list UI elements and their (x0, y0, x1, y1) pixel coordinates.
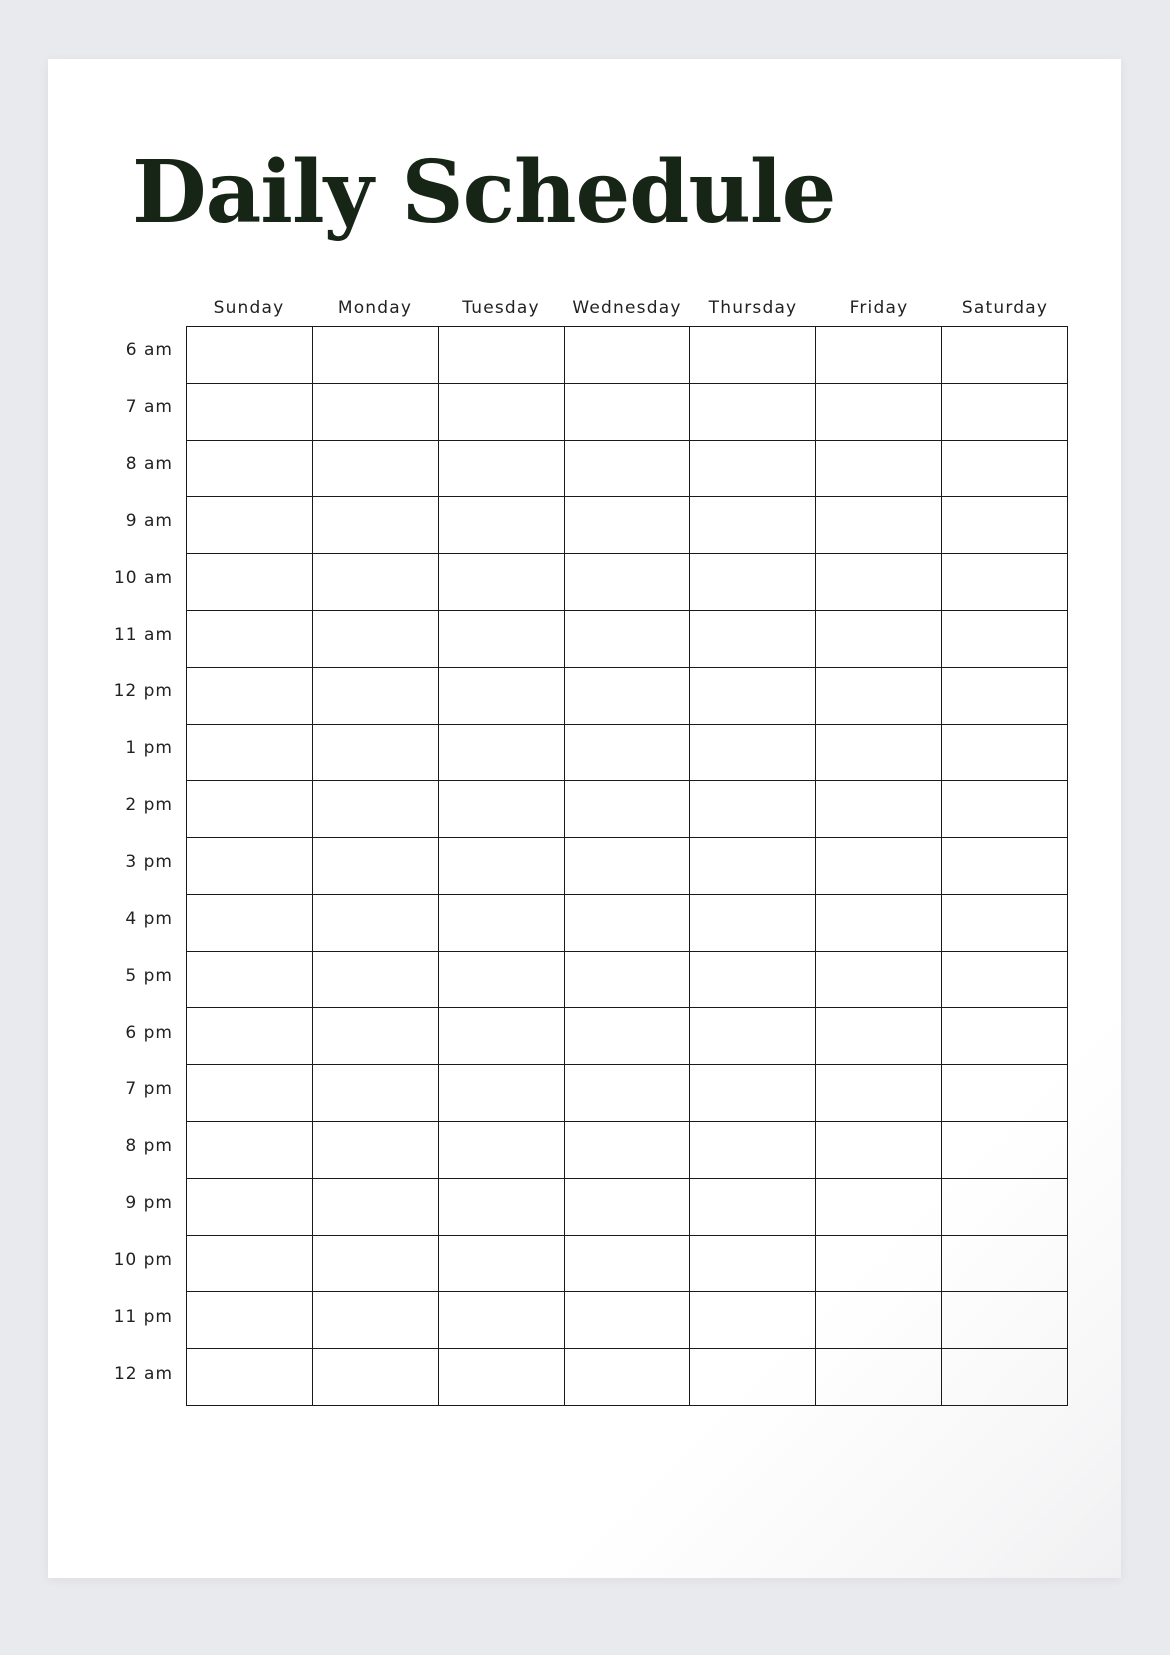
schedule-cell[interactable] (187, 554, 313, 611)
schedule-cell[interactable] (565, 1292, 691, 1349)
schedule-grid (186, 326, 1068, 1406)
schedule-cell[interactable] (187, 327, 313, 384)
day-header-thursday: Thursday (708, 298, 798, 318)
schedule-cell[interactable] (690, 1349, 816, 1406)
schedule-cell[interactable] (942, 384, 1068, 441)
schedule-cell[interactable] (187, 1179, 313, 1236)
schedule-cell[interactable] (816, 611, 942, 668)
schedule-cell[interactable] (187, 1292, 313, 1349)
schedule-cell[interactable] (187, 611, 313, 668)
schedule-cell[interactable] (816, 497, 942, 554)
schedule-cell[interactable] (690, 781, 816, 838)
schedule-cell[interactable] (439, 554, 565, 611)
schedule-cell[interactable] (942, 668, 1068, 725)
schedule-cell[interactable] (690, 1179, 816, 1236)
schedule-cell[interactable] (439, 1008, 565, 1065)
schedule-cell[interactable] (942, 781, 1068, 838)
schedule-cell[interactable] (565, 327, 691, 384)
schedule-cell[interactable] (313, 611, 439, 668)
schedule-cell[interactable] (690, 1122, 816, 1179)
schedule-cell[interactable] (816, 668, 942, 725)
schedule-cell[interactable] (690, 1292, 816, 1349)
schedule-cell[interactable] (439, 327, 565, 384)
schedule-cell[interactable] (816, 1122, 942, 1179)
schedule-cell[interactable] (313, 497, 439, 554)
schedule-cell[interactable] (942, 1292, 1068, 1349)
schedule-cell[interactable] (690, 441, 816, 498)
schedule-cell[interactable] (816, 327, 942, 384)
schedule-cell[interactable] (942, 327, 1068, 384)
schedule-cell[interactable] (187, 895, 313, 952)
schedule-cell[interactable] (690, 611, 816, 668)
schedule-cell[interactable] (816, 1292, 942, 1349)
schedule-cell[interactable] (187, 668, 313, 725)
schedule-cell[interactable] (565, 1008, 691, 1065)
schedule-cell[interactable] (313, 1065, 439, 1122)
schedule-cell[interactable] (565, 895, 691, 952)
day-header-sunday: Sunday (213, 298, 285, 318)
schedule-cell[interactable] (439, 1122, 565, 1179)
schedule-cell[interactable] (565, 497, 691, 554)
time-label: 12 am (113, 1363, 173, 1384)
schedule-cell[interactable] (187, 1008, 313, 1065)
schedule-cell[interactable] (816, 1179, 942, 1236)
schedule-cell[interactable] (816, 1065, 942, 1122)
time-label: 10 am (113, 567, 173, 588)
schedule-cell[interactable] (439, 611, 565, 668)
schedule-cell[interactable] (439, 1236, 565, 1293)
schedule-cell[interactable] (187, 384, 313, 441)
schedule-cell[interactable] (439, 497, 565, 554)
schedule-cell[interactable] (816, 1236, 942, 1293)
day-header-wednesday: Wednesday (572, 298, 682, 318)
time-label: 8 pm (125, 1136, 173, 1157)
schedule-cell[interactable] (816, 838, 942, 895)
schedule-cell[interactable] (187, 441, 313, 498)
schedule-cell[interactable] (313, 1179, 439, 1236)
schedule-cell[interactable] (439, 1349, 565, 1406)
schedule-cell[interactable] (942, 1008, 1068, 1065)
schedule-cell[interactable] (942, 554, 1068, 611)
time-label: 2 pm (125, 795, 173, 816)
schedule-cell[interactable] (690, 554, 816, 611)
schedule-cell[interactable] (187, 1236, 313, 1293)
schedule-cell[interactable] (313, 895, 439, 952)
schedule-cell[interactable] (313, 781, 439, 838)
schedule-cell[interactable] (565, 1122, 691, 1179)
schedule-cell[interactable] (439, 781, 565, 838)
schedule-cell[interactable] (187, 1065, 313, 1122)
schedule-cell[interactable] (313, 668, 439, 725)
schedule-cell[interactable] (565, 1065, 691, 1122)
schedule-cell[interactable] (439, 895, 565, 952)
time-label: 4 pm (125, 908, 173, 929)
time-label: 6 pm (125, 1022, 173, 1043)
schedule-cell[interactable] (816, 781, 942, 838)
time-label: 11 am (113, 624, 173, 645)
schedule-cell[interactable] (565, 952, 691, 1009)
schedule-cell[interactable] (313, 1236, 439, 1293)
schedule-cell[interactable] (816, 384, 942, 441)
time-label: 1 pm (125, 738, 173, 759)
time-label: 7 am (125, 397, 173, 418)
schedule-cell[interactable] (690, 668, 816, 725)
schedule-cell[interactable] (439, 384, 565, 441)
schedule-cell[interactable] (942, 1065, 1068, 1122)
schedule-cell[interactable] (565, 1179, 691, 1236)
schedule-cell[interactable] (565, 781, 691, 838)
schedule-cell[interactable] (690, 952, 816, 1009)
schedule-cell[interactable] (565, 1236, 691, 1293)
schedule-cell[interactable] (816, 554, 942, 611)
time-label: 9 pm (125, 1193, 173, 1214)
schedule-cell[interactable] (313, 441, 439, 498)
schedule-cell[interactable] (816, 895, 942, 952)
schedule-cell[interactable] (942, 725, 1068, 782)
schedule-cell[interactable] (565, 1349, 691, 1406)
day-header-friday: Friday (849, 298, 909, 318)
schedule-cell[interactable] (439, 1179, 565, 1236)
schedule-cell[interactable] (439, 668, 565, 725)
schedule-cell[interactable] (690, 327, 816, 384)
schedule-cell[interactable] (313, 725, 439, 782)
day-header-saturday: Saturday (961, 298, 1049, 318)
schedule-cell[interactable] (942, 1179, 1068, 1236)
time-label: 11 pm (113, 1306, 173, 1327)
schedule-cell[interactable] (942, 1122, 1068, 1179)
schedule-cell[interactable] (187, 952, 313, 1009)
time-label: 10 pm (113, 1249, 173, 1270)
schedule-cell[interactable] (313, 554, 439, 611)
day-header-tuesday: Tuesday (462, 298, 540, 318)
schedule-cell[interactable] (187, 725, 313, 782)
schedule-cell[interactable] (565, 441, 691, 498)
schedule-cell[interactable] (565, 668, 691, 725)
schedule-cell[interactable] (439, 1065, 565, 1122)
time-label: 6 am (125, 340, 173, 361)
schedule-cell[interactable] (187, 1122, 313, 1179)
schedule-cell[interactable] (942, 1349, 1068, 1406)
schedule-cell[interactable] (690, 384, 816, 441)
schedule-cell[interactable] (816, 725, 942, 782)
schedule-cell[interactable] (942, 895, 1068, 952)
schedule-cell[interactable] (690, 1065, 816, 1122)
schedule-cell[interactable] (439, 1292, 565, 1349)
schedule-cell[interactable] (690, 1008, 816, 1065)
schedule-cell[interactable] (187, 497, 313, 554)
schedule-cell[interactable] (439, 441, 565, 498)
schedule-cell[interactable] (942, 441, 1068, 498)
schedule-cell[interactable] (942, 611, 1068, 668)
schedule-cell[interactable] (439, 838, 565, 895)
schedule-cell[interactable] (565, 554, 691, 611)
schedule-cell[interactable] (565, 611, 691, 668)
schedule-cell[interactable] (816, 1349, 942, 1406)
schedule-cell[interactable] (313, 327, 439, 384)
schedule-cell[interactable] (816, 952, 942, 1009)
schedule-cell[interactable] (565, 384, 691, 441)
schedule-cell[interactable] (942, 1236, 1068, 1293)
time-label: 5 pm (125, 965, 173, 986)
schedule-cell[interactable] (439, 725, 565, 782)
schedule-cell[interactable] (313, 952, 439, 1009)
schedule-cell[interactable] (313, 1122, 439, 1179)
schedule-cell[interactable] (816, 441, 942, 498)
time-label: 3 pm (125, 851, 173, 872)
schedule-cell[interactable] (565, 725, 691, 782)
schedule-cell[interactable] (187, 781, 313, 838)
schedule-cell[interactable] (942, 838, 1068, 895)
day-header-monday: Monday (337, 298, 413, 318)
schedule-cell[interactable] (565, 838, 691, 895)
schedule-cell[interactable] (690, 895, 816, 952)
schedule-cell[interactable] (816, 1008, 942, 1065)
schedule-cell[interactable] (187, 838, 313, 895)
page-title: Daily Schedule (132, 142, 836, 243)
time-label: 9 am (125, 510, 173, 531)
time-label: 8 am (125, 454, 173, 475)
schedule-cell[interactable] (690, 838, 816, 895)
schedule-cell[interactable] (690, 725, 816, 782)
time-label: 12 pm (113, 681, 173, 702)
schedule-cell[interactable] (313, 384, 439, 441)
schedule-cell[interactable] (187, 1349, 313, 1406)
schedule-cell[interactable] (313, 1008, 439, 1065)
schedule-cell[interactable] (313, 1349, 439, 1406)
schedule-cell[interactable] (942, 952, 1068, 1009)
schedule-cell[interactable] (690, 1236, 816, 1293)
schedule-cell[interactable] (690, 497, 816, 554)
schedule-cell[interactable] (439, 952, 565, 1009)
schedule-cell[interactable] (313, 838, 439, 895)
time-label: 7 pm (125, 1079, 173, 1100)
schedule-cell[interactable] (313, 1292, 439, 1349)
schedule-cell[interactable] (942, 497, 1068, 554)
